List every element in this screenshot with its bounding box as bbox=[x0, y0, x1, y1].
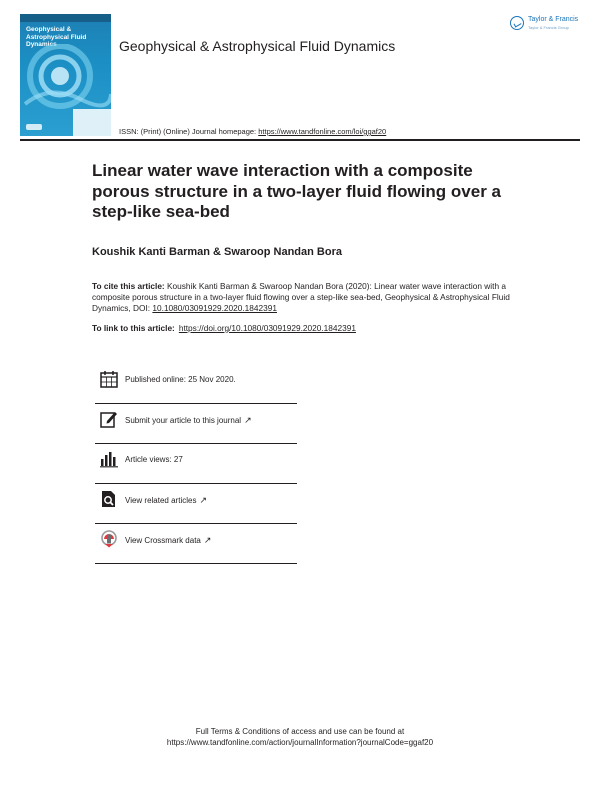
submit-article-row[interactable] bbox=[95, 404, 297, 444]
related-search-icon bbox=[100, 490, 118, 508]
footer-terms-link[interactable]: https://www.tandfonline.com/action/journalInformation?journalCode=ggaf20 bbox=[166, 738, 434, 747]
related-articles-row[interactable] bbox=[95, 484, 297, 524]
footer bbox=[0, 726, 600, 748]
citation-text: Koushik Kanti Barman & Swaroop Nandan Bora (2020): Linear water wave interaction with a composite porous structure in a two-layer fluid flowing over a step-like sea-bed, Geophysical & Astrophysical Fluid Dynamics, DOI: bbox=[92, 281, 510, 313]
citation-block bbox=[92, 281, 522, 314]
header-divider bbox=[20, 139, 580, 141]
external-link-icon: ↗ bbox=[203, 535, 212, 545]
external-link-icon: ↗ bbox=[244, 415, 252, 425]
journal-cover-image bbox=[20, 14, 111, 136]
cover-swirl-graphic bbox=[20, 44, 111, 114]
article-link-label: To link to this article: bbox=[92, 323, 175, 333]
publisher-logo-sub: Taylor & Francis Group bbox=[528, 25, 569, 30]
published-date: Published online: 25 Nov 2020. bbox=[125, 375, 236, 384]
external-link-icon: ↗ bbox=[199, 495, 207, 505]
published-row bbox=[95, 364, 297, 404]
citation-doi-link[interactable]: 10.1080/03091929.2020.1842391 bbox=[152, 303, 277, 313]
article-meta-list bbox=[95, 364, 297, 564]
publisher-logo[interactable] bbox=[510, 16, 584, 38]
submit-article-label: Submit your article to this journal bbox=[125, 416, 242, 425]
article-authors: Koushik Kanti Barman & Swaroop Nandan Bora bbox=[92, 246, 342, 258]
footer-terms-text: Full Terms & Conditions of access and use can be found at bbox=[195, 727, 405, 736]
crossmark-row[interactable] bbox=[95, 524, 297, 564]
article-views-row bbox=[95, 444, 297, 484]
bar-chart-icon bbox=[100, 450, 118, 468]
issn-prefix: ISSN: (Print) (Online) Journal homepage: bbox=[119, 127, 259, 136]
calendar-icon bbox=[100, 370, 118, 388]
journal-homepage-link[interactable]: https://www.tandfonline.com/loi/ggaf20 bbox=[258, 127, 387, 136]
related-articles-link[interactable] bbox=[125, 495, 207, 506]
article-title: Linear water wave interaction with a composite porous structure in a two-layer fluid flowing over a step-like sea-bed bbox=[92, 161, 501, 221]
cover-info-strip bbox=[73, 109, 111, 136]
cover-top-bar bbox=[20, 14, 111, 22]
article-views: Article views: 27 bbox=[125, 455, 183, 464]
related-articles-label: View related articles bbox=[125, 496, 197, 505]
submit-article-link[interactable] bbox=[125, 415, 252, 426]
publisher-logo-name: Taylor & Francis bbox=[528, 16, 579, 23]
cover-journal-name: Geophysical & Astrophysical Fluid Dynamics bbox=[26, 26, 87, 48]
cover-publisher-mark bbox=[26, 124, 42, 130]
article-link-line bbox=[92, 323, 356, 333]
issn-line bbox=[119, 127, 386, 136]
publisher-logo-icon bbox=[510, 16, 524, 30]
crossmark-icon bbox=[100, 530, 118, 548]
crossmark-link[interactable] bbox=[125, 535, 211, 546]
citation-label: To cite this article: bbox=[92, 281, 165, 291]
crossmark-label: View Crossmark data bbox=[125, 536, 201, 545]
journal-title[interactable]: Geophysical & Astrophysical Fluid Dynamics bbox=[119, 38, 396, 54]
article-doi-url[interactable]: https://doi.org/10.1080/03091929.2020.1842391 bbox=[178, 323, 356, 333]
edit-document-icon bbox=[100, 410, 118, 428]
